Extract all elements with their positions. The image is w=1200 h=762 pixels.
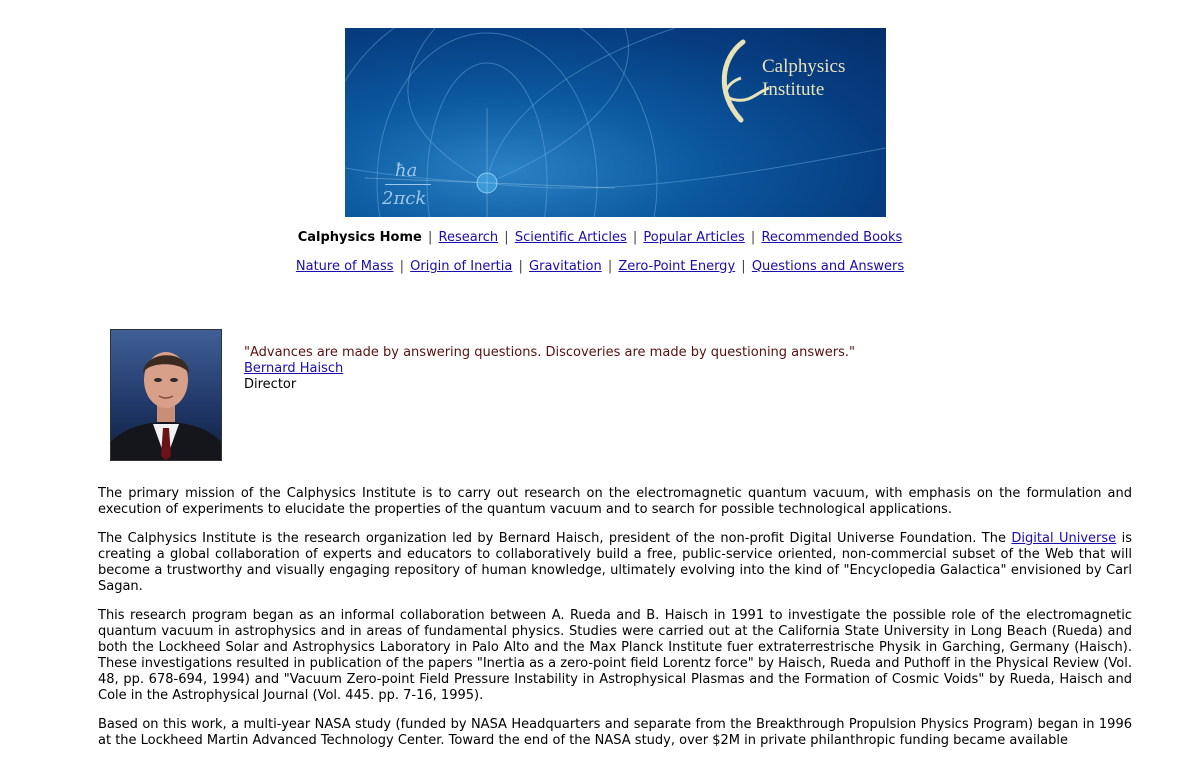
formula-divider bbox=[385, 184, 431, 185]
nasa-study-paragraph: Based on this work, a multi-year NASA study (funded by NASA Headquarters and separate from the Breakthrough Propulsion Physics Program) began in 1996 at the Lockheed Martin Advanced Technology Center. Toward the end of the NASA study, over $2M in private philanthropic funding became available bbox=[98, 717, 1132, 748]
nav-popular-articles-link[interactable]: Popular Articles bbox=[643, 230, 745, 245]
primary-nav bbox=[0, 229, 1200, 247]
nav-separator: | bbox=[741, 259, 746, 274]
nav-separator: | bbox=[632, 230, 638, 245]
nav-questions-and-answers-link[interactable]: Questions and Answers bbox=[751, 259, 905, 274]
director-quote-block bbox=[244, 345, 855, 393]
organization-paragraph bbox=[98, 531, 1132, 595]
director-title: Director bbox=[244, 377, 297, 392]
nav-nature-of-mass-link[interactable]: Nature of Mass bbox=[295, 259, 394, 274]
logo-text-line1: Calphysics bbox=[762, 56, 846, 77]
logo-text-line2: Institute bbox=[762, 79, 825, 100]
nav-recommended-books-link[interactable]: Recommended Books bbox=[761, 230, 903, 245]
nav-scientific-articles-link[interactable]: Scientific Articles bbox=[514, 230, 627, 245]
organization-text-start: The Calphysics Institute is the research organization led by Bernard Haisch, president of the non-profit Digital Universe Foundation. The bbox=[98, 531, 1012, 546]
nav-research-link[interactable]: Research bbox=[438, 230, 499, 245]
nav-origin-of-inertia-link[interactable]: Origin of Inertia bbox=[410, 259, 513, 274]
director-quote: "Advances are made by answering questions. Discoveries are made by questioning answers." bbox=[244, 345, 856, 360]
nav-separator: | bbox=[399, 259, 405, 274]
nav-zero-point-energy-link[interactable]: Zero-Point Energy bbox=[618, 259, 736, 274]
digital-universe-link[interactable]: Digital Universe bbox=[1011, 531, 1117, 546]
nav-separator: | bbox=[607, 259, 613, 274]
nav-gravitation-link[interactable]: Gravitation bbox=[529, 259, 602, 274]
secondary-nav bbox=[0, 258, 1200, 276]
bernard-haisch-link[interactable]: Bernard Haisch bbox=[244, 361, 344, 376]
formula-top: ħa bbox=[395, 160, 418, 181]
nav-separator: | bbox=[427, 230, 433, 245]
portrait-illustration bbox=[111, 330, 221, 460]
organization-text-end: is creating a global collaboration of experts and educators to collaboratively build a free, public-service oriented, non-commercial subset of the Web that will become a trustworthy and visually engaging repository of human knowledge, ultimately evolving into the kind of "Encyclopedia Galactica" envisioned by Carl Sagan. bbox=[98, 531, 1132, 594]
history-paragraph: This research program began as an informal collaboration between A. Rueda and B. Haisch in 1991 to investigate the possible role of the electromagnetic quantum vacuum in astrophysics and in areas of fundamental physics. Studies were carried out at the California State University in Long Beach (Rueda) and both the Lockheed Solar and Astrophysics Laboratory in Palo Alto and the Max Planck Institute fuer extraterrestrische Physik in Garching, Germany (Haisch). These investigations resulted in publication of the papers "Inertia as a zero-point field Lorentz force" by Haisch, Rueda and Puthoff in the Physical Review (Vol. 48, pp. 678-694, 1994) and "Vacuum Zero-point Field Pressure Instability in Astrophysical Plasmas and the Formation of Cosmic Voids" by Rueda, Haisch and Cole in the Astrophysical Journal (Vol. 445. pp. 7-16, 1995). bbox=[98, 608, 1132, 703]
site-banner bbox=[345, 28, 886, 217]
nav-separator: | bbox=[518, 259, 523, 274]
mission-paragraph: The primary mission of the Calphysics Institute is to carry out research on the electromagnetic quantum vacuum, with emphasis on the formulation and execution of experiments to elucidate the properties of the quantum vacuum and to search for possible technological applications. bbox=[98, 486, 1132, 517]
nav-separator: | bbox=[504, 230, 509, 245]
nav-calphysics-home: Calphysics Home bbox=[297, 230, 422, 245]
nav-separator: | bbox=[750, 230, 756, 245]
main-content bbox=[98, 486, 1132, 762]
formula-bottom: 2πck bbox=[382, 188, 427, 209]
director-photo bbox=[110, 329, 222, 461]
